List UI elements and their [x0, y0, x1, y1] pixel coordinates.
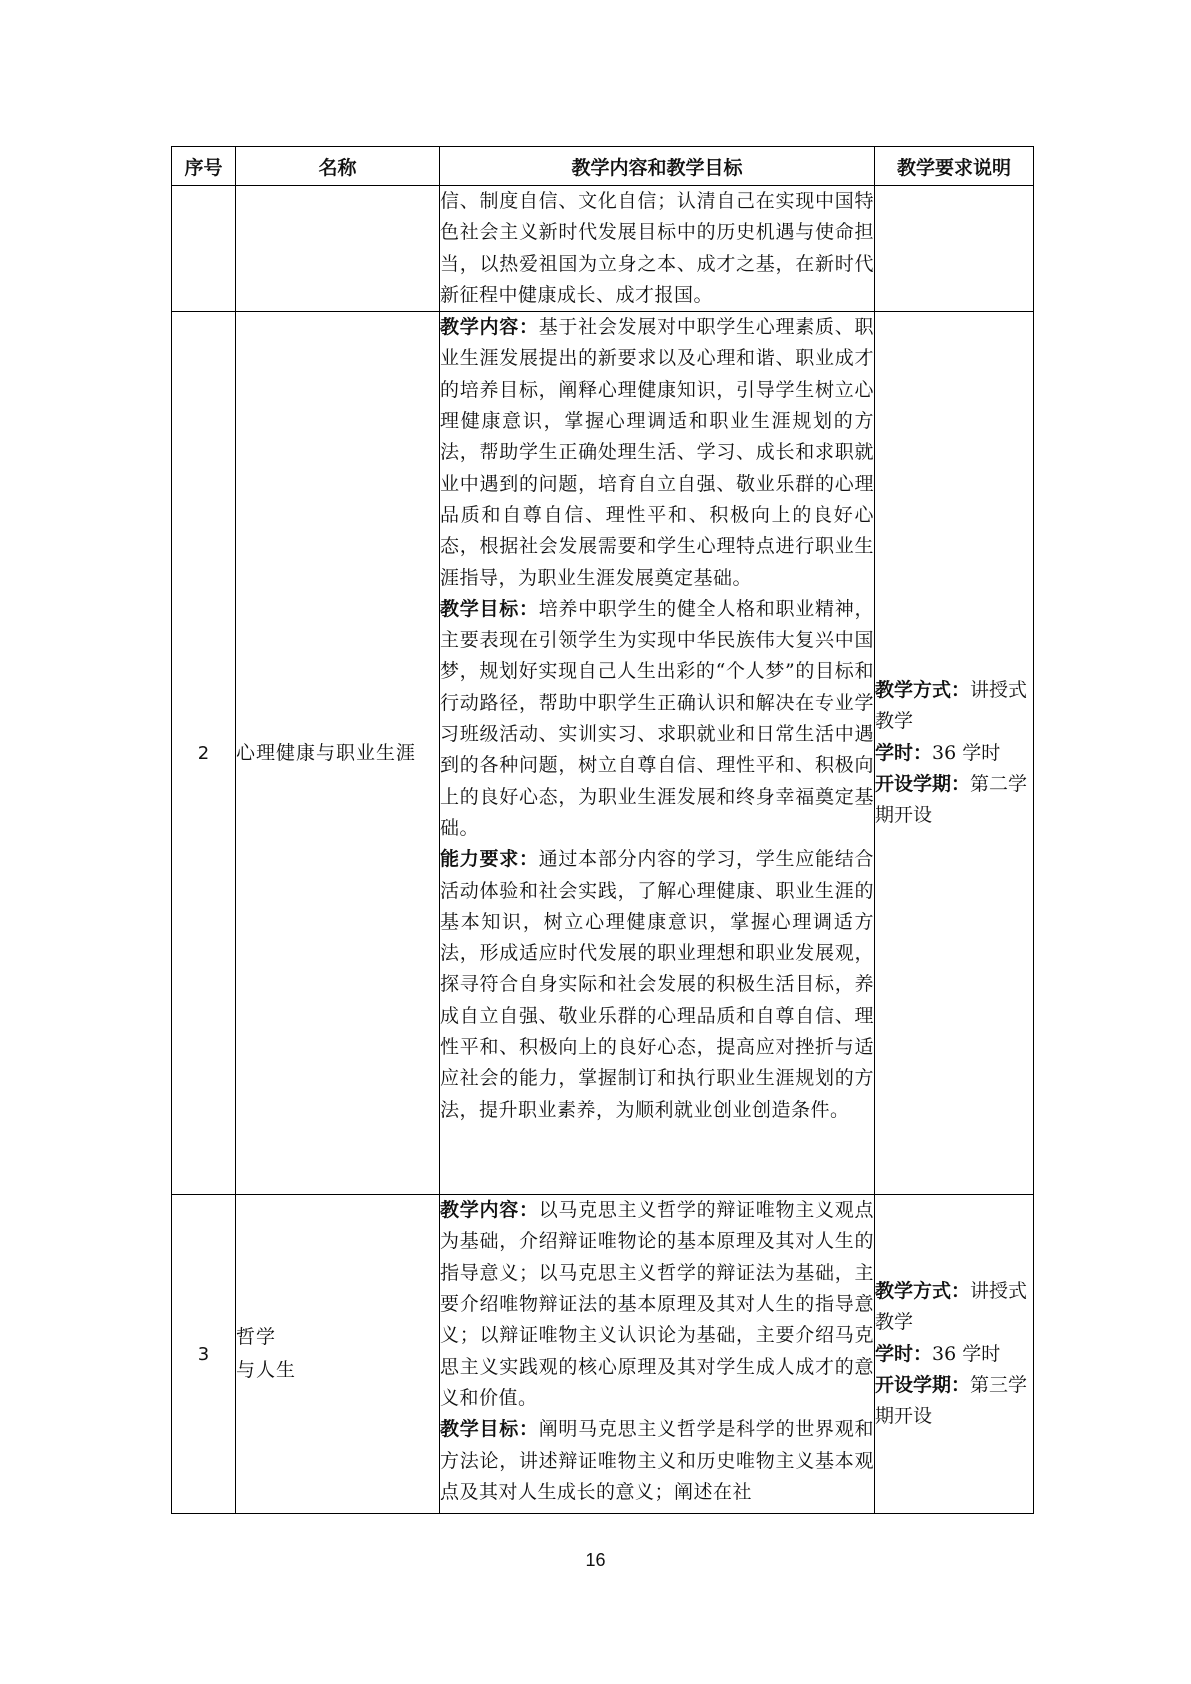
- row-requirements-cell: [875, 186, 1034, 312]
- row-name-cell: [236, 1195, 440, 1514]
- row-requirements-cell: [875, 1195, 1034, 1514]
- page-number: 16: [585, 1550, 606, 1570]
- content-paragraph: [440, 844, 874, 1126]
- requirement-item: [875, 769, 1033, 832]
- requirement-item: [875, 738, 1033, 769]
- row-name-cell: [236, 186, 440, 312]
- content-text: 基于社会发展对中职学生心理素质、职业生涯发展提出的新要求以及心理和谐、职业成才的培养目标，阐释心理健康知识，引导学生树立心理健康意识，掌握心理调适和职业生涯规划的方法，帮助学生正确处理生活、学习、成长和求职就业中遇到的问题，培育自立自强、敬业乐群的心理品质和自尊自信、理性平和、积极向上的良好心态，根据社会发展需要和学生心理特点进行职业生涯指导，为职业生涯发展奠定基础。: [440, 316, 874, 589]
- content-text: 培养中职学生的健全人格和职业精神，主要表现在引领学生为实现中华民族伟大复兴中国梦，规划好实现自己人生出彩的“个人梦”的目标和行动路径，帮助中职学生正确认识和解决在专业学习班级活动、实训实习、求职就业和日常生活中遇到的各种问题，树立自尊自信、理性平和、积极向上的良好心态，为职业生涯发展和终身幸福奠定基础。: [440, 597, 874, 839]
- content-paragraph: [440, 312, 874, 594]
- header-name: 名称: [236, 147, 440, 186]
- course-name: 心理健康与职业生涯: [236, 741, 417, 764]
- course-name-line: 哲学: [236, 1326, 277, 1349]
- header-requirements: 教学要求说明: [875, 147, 1034, 186]
- row-seq-cell: 2: [172, 312, 236, 1195]
- content-label: 教学内容：: [440, 316, 539, 339]
- content-text: 信、制度自信、文化自信；认清自己在实现中国特色社会主义新时代发展目标中的历史机遇与使命担当，以热爱祖国为立身之本、成才之基，在新时代新征程中健康成长、成才报国。: [440, 190, 874, 306]
- header-content: 教学内容和教学目标: [440, 147, 875, 186]
- requirement-item: [875, 1339, 1033, 1370]
- requirement-item: [875, 1276, 1033, 1339]
- requirement-label: 学时：: [875, 741, 933, 764]
- content-paragraph: [440, 186, 874, 311]
- content-label: 教学内容：: [440, 1199, 539, 1222]
- content-paragraph: [440, 1414, 874, 1508]
- requirement-text: 讲授式教学: [875, 1279, 1028, 1334]
- row-requirements-cell: [875, 312, 1034, 1195]
- content-text: 以马克思主义哲学的辩证唯物主义观点为基础，介绍辩证唯物论的基本原理及其对人生的指导意义；以马克思主义哲学的辩证法为基础，主要介绍唯物辩证法的基本原理及其对人生的指导意义；以辩证唯物主义认识论为基础，主要介绍马克思主义实践观的核心原理及其对学生成人成才的意义和价值。: [440, 1199, 874, 1409]
- content-paragraph: [440, 1195, 874, 1414]
- content-label: 能力要求：: [440, 848, 539, 871]
- table-row: [172, 1195, 1034, 1514]
- content-paragraph: [440, 594, 874, 844]
- requirement-text: 第三学期开设: [875, 1373, 1028, 1428]
- requirement-item: [875, 1370, 1033, 1433]
- requirement-text: 36 学时: [932, 1342, 1001, 1365]
- course-name-line: 与人生: [236, 1359, 297, 1382]
- header-seq: 序号: [172, 147, 236, 186]
- content-label: 教学目标：: [440, 597, 539, 620]
- row-content-cell: [440, 1195, 875, 1514]
- requirement-label: 开设学期：: [875, 1373, 971, 1396]
- row-content-cell: [440, 312, 875, 1195]
- requirement-text: 第二学期开设: [875, 772, 1028, 827]
- table-header-row: [172, 147, 1034, 186]
- row-seq-cell: [172, 186, 236, 312]
- table-row: [172, 186, 1034, 312]
- row-seq-cell: 3: [172, 1195, 236, 1514]
- requirement-label: 学时：: [875, 1342, 933, 1365]
- requirement-item: [875, 675, 1033, 738]
- requirement-text: 36 学时: [932, 741, 1001, 764]
- requirement-label: 教学方式：: [875, 1279, 971, 1302]
- table-row: [172, 312, 1034, 1195]
- requirement-label: 开设学期：: [875, 772, 971, 795]
- content-label: 教学目标：: [440, 1418, 539, 1441]
- row-content-cell: [440, 186, 875, 312]
- requirement-label: 教学方式：: [875, 678, 971, 701]
- content-text: 通过本部分内容的学习，学生应能结合活动体验和社会实践，了解心理健康、职业生涯的基本知识，树立心理健康意识，掌握心理调适方法，形成适应时代发展的职业理想和职业发展观，探寻符合自身实际和社会发展的积极生活目标，养成自立自强、敬业乐群的心理品质和自尊自信、理性平和、积极向上的良好心态，提高应对挫折与适应社会的能力，掌握制订和执行职业生涯规划的方法，提升职业素养，为顺利就业创业创造条件。: [440, 848, 874, 1121]
- course-table: [171, 146, 1034, 1514]
- requirement-text: 讲授式教学: [875, 678, 1028, 733]
- row-name-cell: [236, 312, 440, 1195]
- content-text: 阐明马克思主义哲学是科学的世界观和方法论，讲述辩证唯物主义和历史唯物主义基本观点及其对人生成长的意义；阐述在社: [440, 1418, 874, 1503]
